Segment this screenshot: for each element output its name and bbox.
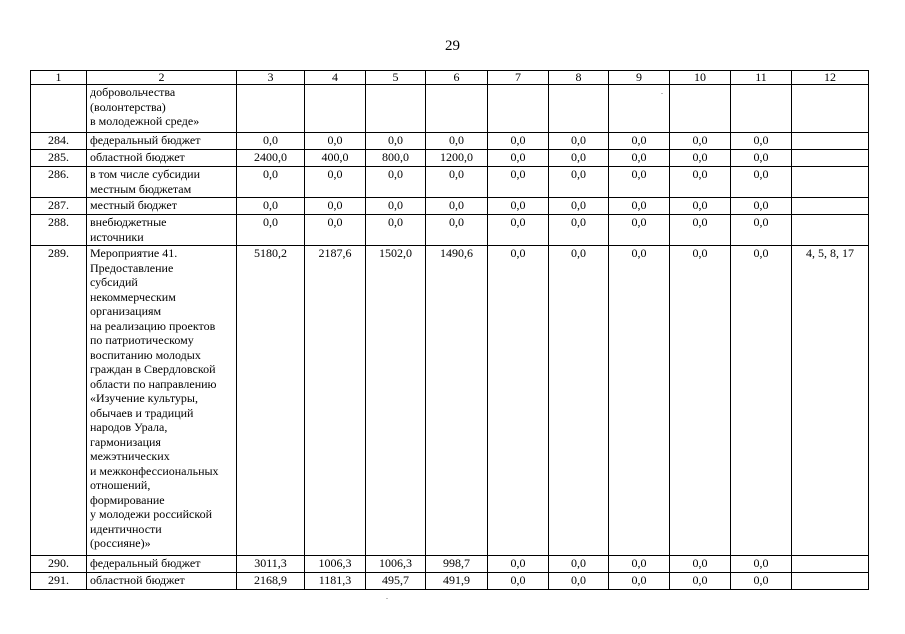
value-cell: 1006,3 <box>305 556 366 573</box>
value-cell: 0,0 <box>426 215 488 246</box>
value-cell <box>731 85 792 133</box>
value-cell: 3011,3 <box>237 556 305 573</box>
value-cell <box>305 85 366 133</box>
budget-table <box>30 70 869 590</box>
value-cell: 0,0 <box>549 246 609 556</box>
row-number: 286. <box>31 167 87 198</box>
value-cell: 0,0 <box>237 215 305 246</box>
table-row <box>31 85 869 133</box>
value-cell: 0,0 <box>426 198 488 215</box>
value-cell: 0,0 <box>305 215 366 246</box>
row-name: федеральный бюджет <box>87 556 237 573</box>
value-cell <box>670 85 731 133</box>
value-cell: 0,0 <box>366 167 426 198</box>
value-cell: 0,0 <box>731 573 792 590</box>
value-cell: 0,0 <box>670 198 731 215</box>
value-cell: 0,0 <box>670 150 731 167</box>
target-indicators-cell <box>792 573 869 590</box>
column-header: 3 <box>237 71 305 85</box>
row-name: добровольчества (волонтерства) в молодежной среде» <box>87 85 237 133</box>
target-indicators-cell <box>792 167 869 198</box>
value-cell: 0,0 <box>731 133 792 150</box>
value-cell: 800,0 <box>366 150 426 167</box>
value-cell: 0,0 <box>488 198 549 215</box>
row-name: областной бюджет <box>87 150 237 167</box>
value-cell: 495,7 <box>366 573 426 590</box>
row-number: 287. <box>31 198 87 215</box>
target-indicators-cell <box>792 150 869 167</box>
column-header: 7 <box>488 71 549 85</box>
column-header: 1 <box>31 71 87 85</box>
row-name: областной бюджет <box>87 573 237 590</box>
value-cell: 0,0 <box>549 150 609 167</box>
row-number <box>31 85 87 133</box>
column-header: 9 <box>609 71 670 85</box>
value-cell: 0,0 <box>237 198 305 215</box>
value-cell: 0,0 <box>731 246 792 556</box>
value-cell: 0,0 <box>549 198 609 215</box>
value-cell: 0,0 <box>670 133 731 150</box>
value-cell: 0,0 <box>731 556 792 573</box>
table-row <box>31 198 869 215</box>
value-cell: 0,0 <box>670 215 731 246</box>
scan-speck <box>661 93 663 94</box>
table-row <box>31 573 869 590</box>
value-cell: 0,0 <box>488 556 549 573</box>
value-cell <box>366 85 426 133</box>
column-header: 8 <box>549 71 609 85</box>
value-cell: 0,0 <box>609 133 670 150</box>
value-cell: 0,0 <box>731 150 792 167</box>
value-cell: 0,0 <box>488 573 549 590</box>
table-row <box>31 215 869 246</box>
value-cell: 0,0 <box>426 167 488 198</box>
value-cell: 0,0 <box>305 198 366 215</box>
column-header: 6 <box>426 71 488 85</box>
target-indicators-cell <box>792 215 869 246</box>
value-cell: 0,0 <box>549 573 609 590</box>
row-name: местный бюджет <box>87 198 237 215</box>
value-cell <box>426 85 488 133</box>
value-cell <box>488 85 549 133</box>
value-cell: 998,7 <box>426 556 488 573</box>
row-number: 291. <box>31 573 87 590</box>
value-cell: 0,0 <box>670 573 731 590</box>
value-cell: 0,0 <box>426 133 488 150</box>
table-row <box>31 556 869 573</box>
column-header: 5 <box>366 71 426 85</box>
column-header: 2 <box>87 71 237 85</box>
value-cell: 0,0 <box>237 167 305 198</box>
value-cell: 0,0 <box>549 167 609 198</box>
table-row <box>31 246 869 556</box>
value-cell: 0,0 <box>305 133 366 150</box>
value-cell: 1181,3 <box>305 573 366 590</box>
value-cell: 0,0 <box>488 150 549 167</box>
value-cell: 0,0 <box>731 215 792 246</box>
value-cell: 0,0 <box>549 556 609 573</box>
value-cell: 0,0 <box>366 198 426 215</box>
target-indicators-cell <box>792 133 869 150</box>
scan-speck <box>386 598 388 599</box>
header-row <box>31 71 869 85</box>
value-cell: 0,0 <box>609 198 670 215</box>
value-cell: 0,0 <box>488 246 549 556</box>
column-header: 10 <box>670 71 731 85</box>
row-number: 284. <box>31 133 87 150</box>
row-number: 289. <box>31 246 87 556</box>
page-number: 29 <box>445 38 460 54</box>
value-cell: 2187,6 <box>305 246 366 556</box>
value-cell: 0,0 <box>731 198 792 215</box>
target-indicators-cell: 4, 5, 8, 17 <box>792 246 869 556</box>
value-cell: 0,0 <box>305 167 366 198</box>
value-cell: 1006,3 <box>366 556 426 573</box>
value-cell: 0,0 <box>488 167 549 198</box>
target-indicators-cell <box>792 198 869 215</box>
value-cell: 0,0 <box>366 215 426 246</box>
value-cell: 0,0 <box>670 167 731 198</box>
value-cell: 1200,0 <box>426 150 488 167</box>
table-row <box>31 167 869 198</box>
target-indicators-cell <box>792 85 869 133</box>
value-cell: 491,9 <box>426 573 488 590</box>
value-cell: 2400,0 <box>237 150 305 167</box>
value-cell: 0,0 <box>609 150 670 167</box>
table-row <box>31 150 869 167</box>
value-cell: 0,0 <box>549 215 609 246</box>
target-indicators-cell <box>792 556 869 573</box>
row-number: 285. <box>31 150 87 167</box>
value-cell: 0,0 <box>488 133 549 150</box>
value-cell: 400,0 <box>305 150 366 167</box>
value-cell: 0,0 <box>609 167 670 198</box>
value-cell: 0,0 <box>670 246 731 556</box>
column-header: 11 <box>731 71 792 85</box>
value-cell: 0,0 <box>609 215 670 246</box>
row-number: 288. <box>31 215 87 246</box>
value-cell: 0,0 <box>549 133 609 150</box>
row-name: Мероприятие 41. Предоставление субсидий некоммерческим организациям на реализацию проектов по патриотическому воспитанию молодых граждан в Свердловской области по направлению «Изучение культуры, обычаев и традиций народов Урала, гармонизация межэтнических и межконфессиональных отношений, формирование у молодежи российской идентичности (россияне)» <box>87 246 237 556</box>
value-cell: 1502,0 <box>366 246 426 556</box>
value-cell <box>549 85 609 133</box>
value-cell: 0,0 <box>670 556 731 573</box>
value-cell <box>609 85 670 133</box>
value-cell: 2168,9 <box>237 573 305 590</box>
value-cell: 0,0 <box>731 167 792 198</box>
row-name: федеральный бюджет <box>87 133 237 150</box>
value-cell: 1490,6 <box>426 246 488 556</box>
column-header: 12 <box>792 71 869 85</box>
value-cell: 0,0 <box>609 573 670 590</box>
column-header: 4 <box>305 71 366 85</box>
table-row <box>31 133 869 150</box>
row-name: в том числе субсидии местным бюджетам <box>87 167 237 198</box>
value-cell: 0,0 <box>237 133 305 150</box>
value-cell: 0,0 <box>366 133 426 150</box>
value-cell <box>237 85 305 133</box>
row-name: внебюджетные источники <box>87 215 237 246</box>
value-cell: 0,0 <box>609 246 670 556</box>
row-number: 290. <box>31 556 87 573</box>
value-cell: 0,0 <box>609 556 670 573</box>
value-cell: 5180,2 <box>237 246 305 556</box>
value-cell: 0,0 <box>488 215 549 246</box>
